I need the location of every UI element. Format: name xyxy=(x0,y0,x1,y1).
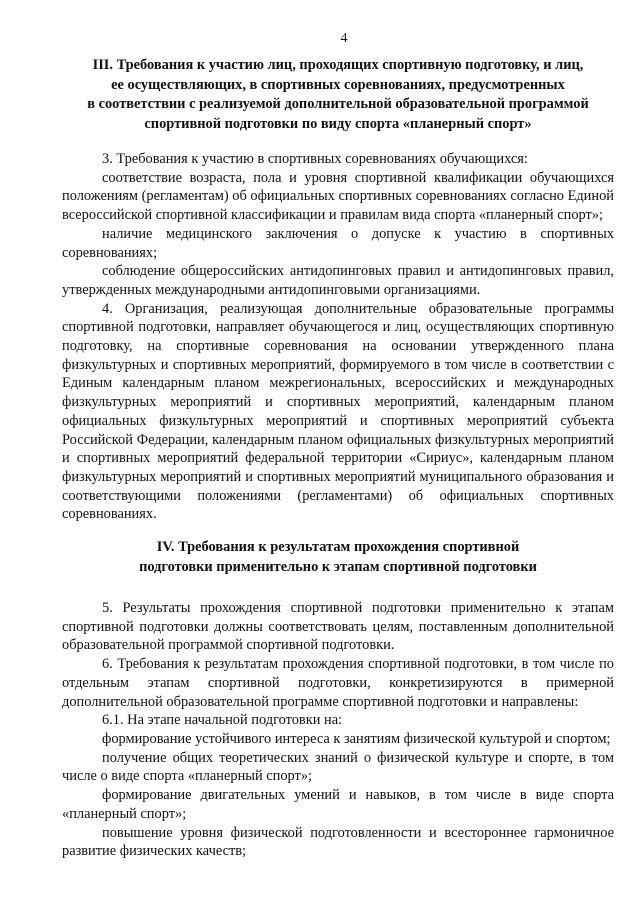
section-4-heading-line: IV. Требования к результатам прохождения спортивной xyxy=(156,539,520,556)
paragraph: наличие медицинского заключения о допуске к участию в спортивных соревнованиях; xyxy=(62,225,614,261)
page-number: 4 xyxy=(340,31,348,46)
paragraph: повышение уровня физической подготовленности и всестороннее гармоничное развитие физических качеств; xyxy=(62,824,614,860)
paragraph: соответствие возраста, пола и уровня спортивной квалификации обучающихся положениям (регламентам) об официальных спортивных соревнованиях согласно Единой всероссийской спортивной классификации и правилам вида спорта «планерный спорт»; xyxy=(62,169,614,224)
section-4-heading-line: подготовки применительно к этапам спортивной подготовки xyxy=(139,558,537,575)
section-3-heading xyxy=(62,56,614,134)
paragraph: 6. Требования к результатам прохождения спортивной подготовки, в том числе по отдельным этапам спортивной подготовки, конкретизируются в примерной дополнительной образовательной программе спортивной подготовки и направлены: xyxy=(62,656,614,710)
paragraph: 3. Требования к участию в спортивных соревнованиях обучающихся: xyxy=(102,151,528,167)
section-4-heading xyxy=(62,538,614,577)
paragraph: получение общих теоретических знаний о физической культуре и спорте, в том числе о виде спорта «планерный спорт»; xyxy=(62,749,614,785)
section-3-heading-line: III. Требования к участию лиц, проходящих спортивную подготовку, и лиц, xyxy=(92,57,584,73)
paragraph: 6.1. На этапе начальной подготовки на: xyxy=(102,712,343,729)
paragraph: соблюдение общероссийских антидопинговых правил и антидопинговых правил, утвержденных международными антидопинговыми организациями. xyxy=(62,263,614,298)
paragraph: 5. Результаты прохождения спортивной подготовки применительно к этапам спортивной подготовки должны соответствовать целям, поставленным дополнительной образовательной программой спортивной подготовки. xyxy=(62,600,614,654)
paragraph: 4. Организация, реализующая дополнительные образовательные программы спортивной подготовки, направляет обучающегося и лиц, осуществляющих спортивную подготовку, на спортивные соревнования на основании утвержденного плана физкультурных и спортивных мероприятий, формируемого в том числе в соответствии с Единым календарным планом межрегиональных, всероссийских и международных физкультурных мероприятий и спортивных мероприятий, календарным планом официальных физкультурных мероприятий и спортивных мероприятий субъекта Российской Федерации, календарным планом официальных физкультурных мероприятий и спортивных мероприятий федеральной территории «Сириус», календарным планом физкультурных мероприятий и спортивных мероприятий муниципального образования и соответствующими положениями (регламентами) об официальных спортивных соревнованиях. xyxy=(62,300,614,523)
section-3-heading-line: спортивной подготовки по виду спорта «планерный спорт» xyxy=(144,115,532,132)
section-3-heading-line: ее осуществляющих, в спортивных соревнованиях, предусмотренных xyxy=(111,76,565,93)
section-3-heading-line: в соответствии с реализуемой дополнительной образовательной программой xyxy=(87,96,589,112)
paragraph: формирование двигательных умений и навыков, в том числе в виде спорта «планерный спорт»; xyxy=(62,787,614,822)
paragraph: формирование устойчивого интереса к занятиям физической культурой и спортом; xyxy=(102,730,611,747)
